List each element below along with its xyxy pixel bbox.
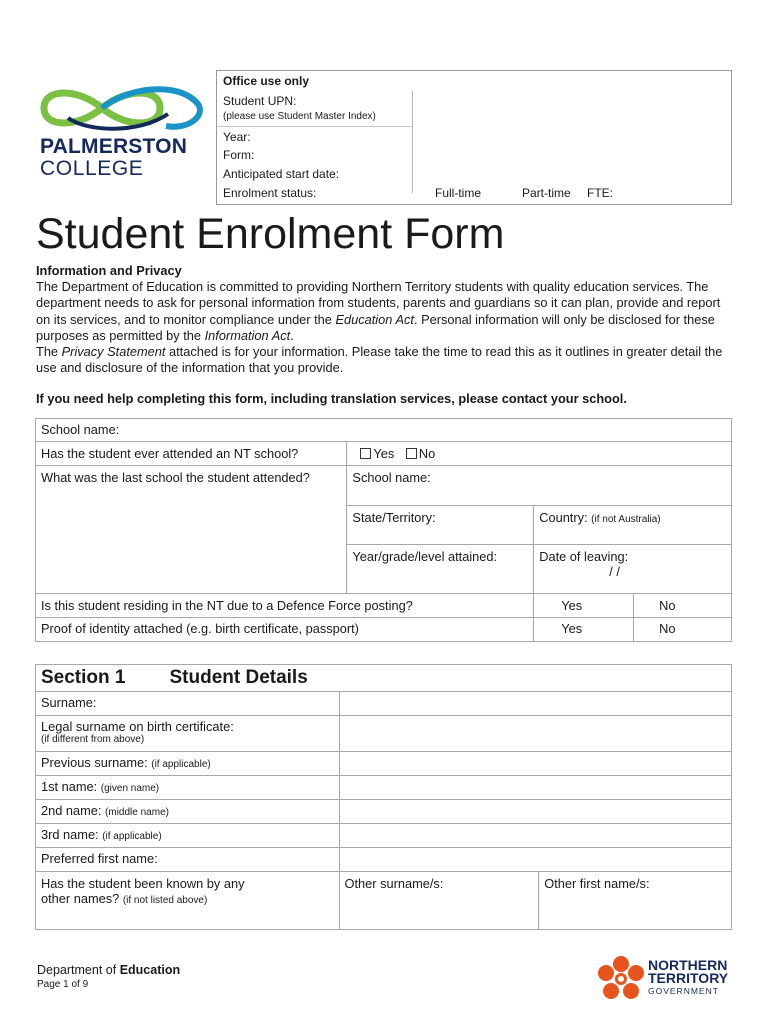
- country-field[interactable]: Country: (if not Australia): [534, 506, 732, 545]
- legal-surname-input[interactable]: [339, 716, 731, 752]
- upn-label: Student UPN:: [223, 94, 297, 108]
- nt-government-label: GOVERNMENT: [648, 986, 719, 996]
- legal-surname-label: Legal surname on birth certificate: (if different from above): [36, 716, 340, 752]
- identity-question: Proof of identity attached (e.g. birth certificate, passport): [36, 618, 534, 642]
- last-school-name-field[interactable]: School name:: [347, 466, 732, 506]
- department-name: Department of Education: [37, 963, 181, 977]
- other-first-name-field[interactable]: Other first name/s:: [539, 872, 732, 930]
- attended-yes-checkbox[interactable]: [360, 448, 371, 459]
- last-school-question: What was the last school the student attended?: [36, 466, 347, 594]
- logo-line1: PALMERSTON: [40, 135, 188, 158]
- defence-no[interactable]: No: [634, 594, 732, 618]
- page-number: Page 1 of 9: [37, 979, 89, 990]
- third-name-input[interactable]: [339, 824, 731, 848]
- section-1-header: [36, 665, 732, 692]
- desert-rose-icon: [596, 955, 646, 1003]
- page-title: Student Enrolment Form: [36, 210, 505, 258]
- fte-label: FTE:: [587, 186, 613, 200]
- palmerston-college-logo: [38, 80, 214, 180]
- start-label: Anticipated start date:: [223, 167, 340, 181]
- first-name-input[interactable]: [339, 776, 731, 800]
- logo-line2: COLLEGE: [40, 157, 144, 180]
- office-use-box: [216, 70, 732, 205]
- nt-wordmark: NORTHERN TERRITORY: [648, 957, 729, 986]
- office-title: Office use only: [223, 74, 310, 88]
- form-label: Form:: [223, 148, 255, 162]
- preferred-name-label: Preferred first name:: [36, 848, 340, 872]
- attended-no-label: No: [418, 446, 436, 461]
- status-label: Enrolment status:: [223, 186, 317, 200]
- school-history-table: [35, 418, 732, 642]
- surname-input[interactable]: [339, 692, 731, 716]
- attended-options: [347, 442, 732, 466]
- upn-note: (please use Student Master Index): [223, 111, 376, 122]
- previous-surname-label: Previous surname: (if applicable): [36, 752, 340, 776]
- second-name-input[interactable]: [339, 800, 731, 824]
- nt-government-logo: [596, 955, 736, 1003]
- year-label: Year:: [223, 130, 251, 144]
- preferred-name-input[interactable]: [339, 848, 731, 872]
- office-divider: [412, 91, 413, 193]
- defence-yes[interactable]: Yes: [534, 594, 634, 618]
- privacy-paragraph-1: The Department of Education is committed to providing Northern Territory students with quality education services. The department needs to ask for personal information from students, parents and guardians so it can plan, provide and report on its services, and to monitor compliance under the Education Act. Personal information will only be disclosed for these purposes as permitted by the Information Act.: [36, 279, 721, 343]
- school-name-field[interactable]: School name:: [36, 419, 732, 442]
- surname-label: Surname:: [36, 692, 340, 716]
- student-details-table: [35, 664, 732, 930]
- third-name-label: 3rd name: (if applicable): [36, 824, 340, 848]
- other-surname-field[interactable]: Other surname/s:: [339, 872, 539, 930]
- privacy-heading: Information and Privacy: [36, 263, 182, 278]
- identity-no[interactable]: No: [634, 618, 732, 642]
- section-number: Section 1: [41, 667, 126, 688]
- privacy-paragraph-2: The Privacy Statement attached is for your information. Please take the time to read this as it outlines in greater detail the use and disclosure of the information that you provide.: [36, 344, 723, 376]
- date-separator: / /: [609, 564, 620, 579]
- privacy-section: [36, 263, 736, 376]
- defence-question: Is this student residing in the NT due to a Defence Force posting?: [36, 594, 534, 618]
- attended-no-checkbox[interactable]: [406, 448, 417, 459]
- office-rule: [217, 126, 412, 127]
- logo-infinity-icon: [38, 80, 214, 136]
- identity-yes[interactable]: Yes: [534, 618, 634, 642]
- attended-yes-label: Yes: [373, 446, 395, 461]
- known-as-question: Has the student been known by any other names? (if not listed above): [36, 872, 340, 930]
- parttime-option[interactable]: Part-time: [522, 186, 571, 200]
- grade-field[interactable]: Year/grade/level attained:: [347, 545, 534, 594]
- previous-surname-input[interactable]: [339, 752, 731, 776]
- state-field[interactable]: State/Territory:: [347, 506, 534, 545]
- second-name-label: 2nd name: (middle name): [36, 800, 340, 824]
- section-title: Student Details: [169, 667, 308, 688]
- leaving-date-field[interactable]: Date of leaving: / /: [534, 545, 732, 594]
- fulltime-option[interactable]: Full-time: [435, 186, 482, 200]
- first-name-label: 1st name: (given name): [36, 776, 340, 800]
- help-notice: If you need help completing this form, including translation services, please contact your school.: [36, 391, 627, 406]
- attended-question: Has the student ever attended an NT school?: [36, 442, 347, 466]
